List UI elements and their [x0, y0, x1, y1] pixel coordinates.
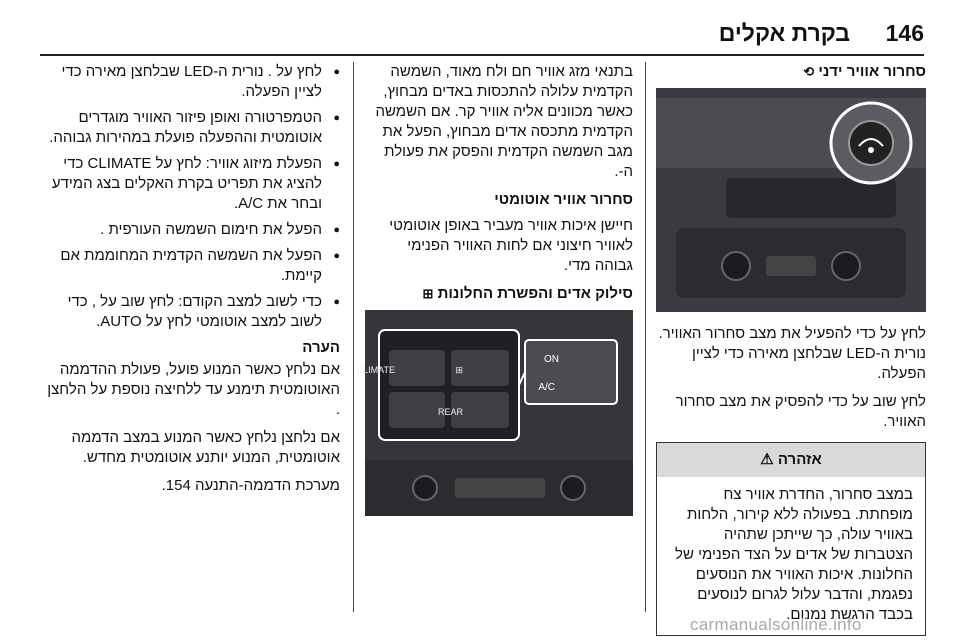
warning-triangle-icon: ⚠ [760, 451, 774, 468]
warning-title: אזהרה ⚠ [657, 443, 925, 477]
climate-panel-illustration [356, 310, 633, 516]
dashboard-illustration [656, 88, 926, 312]
left-column [40, 62, 340, 504]
bullet-return-previous-mode: ● כדי לשוב למצב הקודם: לחץ שוב על , כדי לשוב למצב אוטומטי לחץ על AUTO. [40, 292, 340, 332]
climate-panel-photo [356, 310, 633, 516]
recirculation-button-photo [656, 88, 926, 312]
middle-column [356, 62, 633, 516]
note-title: הערה [302, 339, 340, 356]
section-heading-defog: סילוק אדים והפשרת החלונות ⊞ [422, 285, 633, 302]
note-cross-reference[interactable]: מערכת הדממה-התנעה 154. [161, 477, 340, 494]
watermark: carmanualsonline.info [690, 615, 862, 634]
page-title: בקרת אקלים [718, 20, 850, 46]
header-divider [40, 54, 924, 56]
front-defrost-label: ⊞ [455, 365, 463, 375]
section-heading-manual-recirculation: סחרור אוויר ידני ⟲ [803, 63, 926, 80]
right-column [656, 62, 926, 636]
page-header [0, 0, 960, 56]
note-autostart: אם נלחצן נלחץ כאשר המנוע במצב הדממה אוטומטית, המנוע יותנע אוטומטית מחדש. [71, 429, 340, 466]
recirculation-on-text: לחץ על כדי להפעיל את מצב סחרור האוויר. נורית ה-LED שבלחצן מאירה כדי לציין הפעלה. [658, 325, 926, 382]
recirculation-off-text: לחץ שוב על כדי להפסיק את מצב סחרור האוויר. [675, 393, 926, 430]
section-heading-auto-recirculation: סחרור אוויר אוטומטי [494, 191, 633, 208]
column-divider-left [353, 62, 354, 612]
condensation-text: בתנאי מזג אוויר חם ולח מאוד, השמשה הקדמית עלולה להתכסות באדים מבחוץ, כאשר מכוונים אליה אוויר קר. אם השמשה הקדמית מתכסה אדים מבחוץ, הפעל את מגב השמשה הקדמית והפסק את פעולת ה-. [375, 63, 633, 180]
column-divider-right [645, 62, 646, 612]
on-label: ON [544, 354, 559, 365]
auto-recirculation-text: חיישן איכות אוויר מעביר באופן אוטומטי לאוויר חיצוני אם לחות האוויר הפנימי גבוהה מדי. [389, 217, 633, 274]
climate-label: CLIMATE [356, 365, 395, 375]
bullet-auto-settings: ● הטמפרטורה ואופן פיזור האוויר מוגדרים אוטומטית וההפעלה פועלת במהירות גבוהה. [40, 108, 340, 148]
note-autostop-inhibit: אם נלחץ כאשר המנוע פועל, פעולת ההדממה האוטומטית תימנע עד ללחיצה נוספת על הלחצן . [47, 361, 340, 418]
recirculation-icon: ⟲ [803, 64, 815, 79]
bullet-air-conditioning: ● הפעלת מיזוג אוויר: לחץ על CLIMATE כדי להציג את תפריט בקרת האקלים בצג המידע ובחר את A/C. [40, 154, 340, 214]
page-number: 146 [885, 20, 924, 46]
ac-label: A/C [538, 382, 555, 393]
warning-body: במצב סחרור, החדרת אוויר צח מופחתת. בפעולה ללא קירור, הלחות באוויר עולה, כך שייתכן שתהיה הצטברות של אדים על הצד הפנימי של החלונות. איכות האוויר את הנוסעים נפגמת, והדבר עלול לגרום לנוסעים בכבד הרגשת נמנום. [675, 486, 913, 623]
bullet-rear-window-heating: ● הפעל את חימום השמשה העורפית . [40, 220, 340, 240]
defrost-icon: ⊞ [422, 286, 434, 301]
bullet-heated-windscreen: ● הפעל את השמשה הקדמית המחוממת אם קיימת. [40, 246, 340, 286]
warning-box [656, 442, 926, 636]
bullet-press-defrost: ● לחץ על . נורית ה-LED שבלחצן מאירה כדי לציין הפעלה. [40, 62, 340, 102]
rear-defrost-label: REAR [437, 407, 463, 417]
